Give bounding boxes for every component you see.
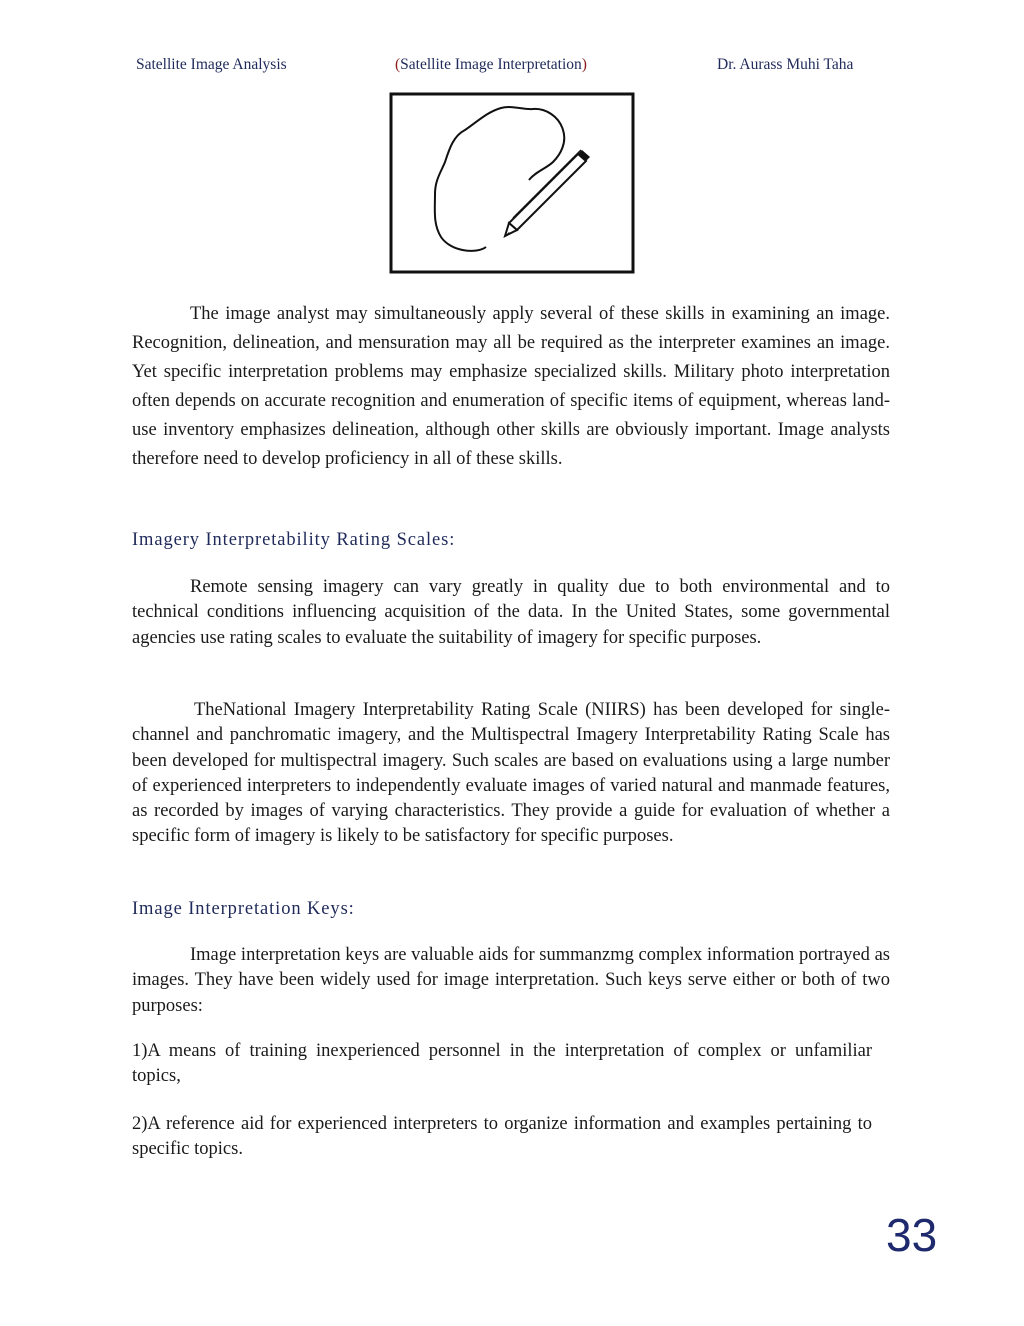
heading-interpretation-keys: Image Interpretation Keys: — [132, 899, 355, 919]
header-paren-open: ( — [395, 56, 401, 73]
paragraph-quality-text: Remote sensing imagery can vary greatly in quality due to both environmental and to technical conditions influencing acquisition of the data. In the United States, some governmental agencies use rating scales to evaluate the suitability of imagery for specific purposes. — [132, 577, 890, 648]
header-paren-close: ) — [581, 56, 587, 73]
heading-rating-scales: Imagery Interpretability Rating Scales: — [132, 530, 456, 550]
page-number: 33 — [886, 1209, 938, 1261]
header-center-text: Satellite Image Interpretation — [400, 56, 582, 73]
list-item-purpose-2: 2)A reference aid for experienced interpreters to organize information and examples pertaining to specific topics. — [132, 1114, 872, 1160]
paragraph-niirs — [132, 698, 890, 850]
paragraph-niirs-text: TheNational Imagery Interpretability Rating Scale (NIIRS) has been developed for single-channel and panchromatic imagery, and the Multispectral Imagery Interpretability Rating Scale has been developed for multispectral imagery. Such scales are based on evaluations using a large number of experienced interpreters to independently evaluate images of varied natural and manmade features, as recorded by images of varying characteristics. They provide a guide for evaluation of whether a specific form of imagery is likely to be satisfactory for specific purposes. — [132, 700, 890, 847]
paragraph-quality — [132, 575, 890, 651]
paragraph-skills — [132, 300, 890, 474]
paragraph-skills-text: The image analyst may simultaneously apply several of these skills in examining an image. Recognition, delineation, and mensuration may all be required as the interpreter examines an image. Yet specific interpretation problems may emphasize specialized skills. Military photo interpretation often depends on accurate recognition and enumeration of specific items of equipment, whereas land-use inventory emphasizes delineation, although other skills are obviously important. Image analysts therefore need to develop proficiency in all of these skills. — [132, 304, 890, 469]
list-item-purpose-1: 1)A means of training inexperienced personnel in the interpretation of complex or unfamiliar topics, — [132, 1041, 872, 1087]
delineation-figure — [389, 92, 635, 274]
header-left-title: Satellite Image Analysis — [136, 56, 287, 73]
header-center-title — [395, 56, 587, 74]
header-author: Dr. Aurass Muhi Taha — [717, 56, 854, 73]
paragraph-keys-text: Image interpretation keys are valuable aids for summanzmg complex information portrayed as images. They have been widely used for image interpretation. Such keys serve either or both of two purposes: — [132, 945, 890, 1016]
paragraph-keys — [132, 943, 890, 1019]
